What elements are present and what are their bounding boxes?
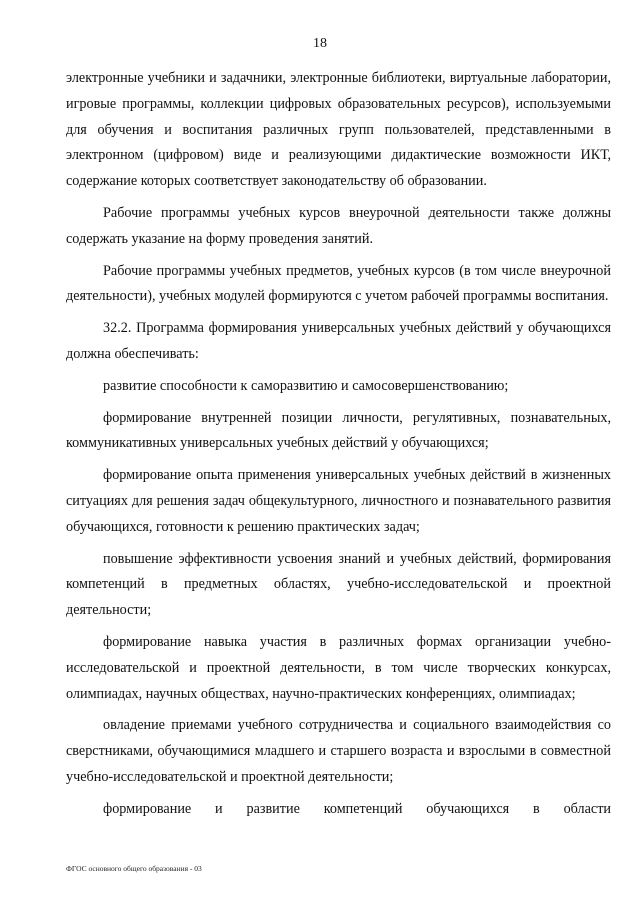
list-item-internal-position: формирование внутренней позиции личности, регулятивных, познавательных, коммуникативных универсальных учебных действий у обучающихся; bbox=[66, 409, 611, 452]
paragraph-work-programs: Рабочие программы учебных предметов, учебных курсов (в том числе внеурочной деятельности), учебных модулей формируются с учетом рабочей программы воспитания. bbox=[66, 262, 611, 305]
document-body bbox=[66, 66, 611, 829]
paragraph-continuation: электронные учебники и задачники, электронные библиотеки, виртуальные лаборатории, игровые программы, коллекции цифровых образовательных ресурсов), используемыми для обучения и воспитания различных групп пользователей, представленными в электронном (цифровом) виде и реализующими дидактические возможности ИКТ, содержание которых соответствует законодательству об образовании. bbox=[66, 70, 611, 190]
list-item-self-development: развитие способности к саморазвитию и самосовершенствованию; bbox=[103, 377, 509, 394]
footer-document-id: ФГОС основного общего образования - 03 bbox=[66, 864, 202, 873]
list-item-cooperation: овладение приемами учебного сотрудничества и социального взаимодействия со сверстниками, обучающимися младшего и старшего возраста и взрослыми в совместной учебно-исследовательской и проектной деятельности; bbox=[66, 717, 611, 785]
list-item-efficiency: повышение эффективности усвоения знаний и учебных действий, формирования компетенций в предметных областях, учебно-исследовательской и проектной деятельности; bbox=[66, 550, 611, 619]
list-item-participation-skill: формирование навыка участия в различных формах организации учебно-исследовательской и проектной деятельности, в том числе творческих конкурсах, олимпиадах, научных обществах, научно-практических конференциях, олимпиадах; bbox=[66, 633, 611, 702]
list-item-competencies: формирование и развитие компетенций обучающихся в области bbox=[103, 800, 611, 817]
paragraph-section-32-2: 32.2. Программа формирования универсальных учебных действий у обучающихся должна обеспечивать: bbox=[66, 320, 611, 362]
list-item-experience: формирование опыта применения универсальных учебных действий в жизненных ситуациях для решения задач общекультурного, личностного и познавательного развития обучающихся, готовности к решению практических задач; bbox=[66, 467, 611, 535]
paragraph-extracurricular-programs: Рабочие программы учебных курсов внеурочной деятельности также должны содержать указание на форму проведения занятий. bbox=[66, 204, 611, 247]
page-number: 18 bbox=[313, 36, 327, 51]
